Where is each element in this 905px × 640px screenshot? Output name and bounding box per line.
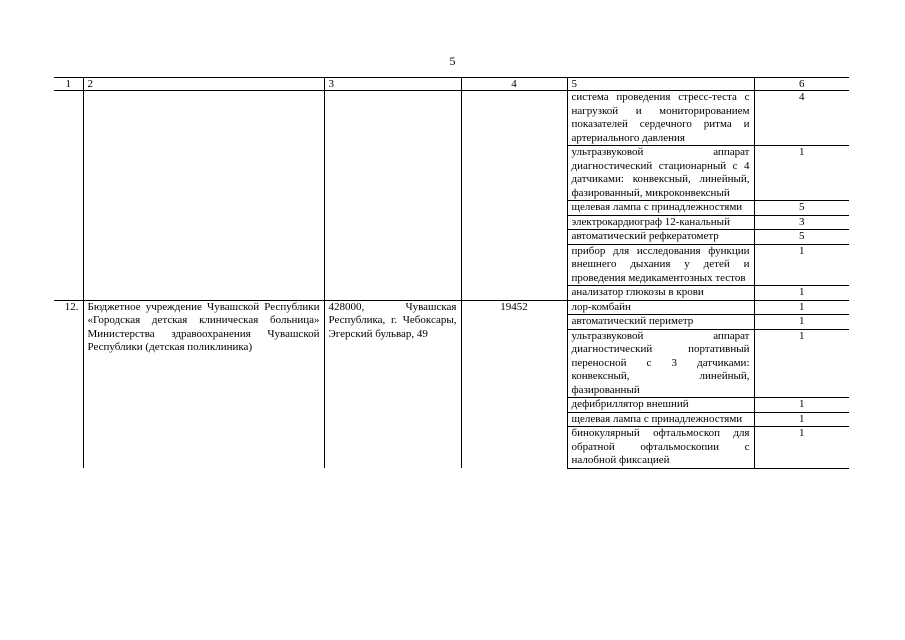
table-row [54, 91, 849, 146]
column-header-2: 2 [83, 78, 324, 91]
equipment-name: дефибриллятор внешний [567, 398, 754, 413]
column-header-4: 4 [461, 78, 567, 91]
row-number-cell: 12. [54, 300, 83, 468]
equipment-name: щелевая лампа с принадлежностями [567, 412, 754, 427]
column-header-3: 3 [324, 78, 461, 91]
equipment-quantity: 1 [754, 146, 849, 201]
equipment-name: электрокардиограф 12-канальный [567, 215, 754, 230]
code-cell: 19452 [461, 300, 567, 468]
row-number-cell [54, 91, 83, 301]
equipment-quantity: 1 [754, 329, 849, 398]
equipment-quantity: 4 [799, 91, 805, 103]
table-header-row [54, 78, 849, 91]
equipment-name: система проведения стресс-теста с нагрузкой и мониторированием показателей сердечного ритма и артериального давления [567, 91, 754, 146]
equipment-quantity: 1 [754, 427, 849, 469]
address-cell [324, 91, 461, 301]
column-header-5: 5 [567, 78, 754, 91]
equipment-quantity: 1 [754, 412, 849, 427]
equipment-name: щелевая лампа с принадлежностями [567, 201, 754, 216]
equipment-name: автоматический рефкератометр [567, 230, 754, 245]
equipment-name: ультразвуковой аппарат диагностический стационарный с 4 датчиками: конвексный, линейный, фазированный, микроконвексный [567, 146, 754, 201]
equipment-quantity: 1 [754, 398, 849, 413]
equipment-quantity: 1 [754, 244, 849, 286]
equipment-quantity: 1 [754, 286, 849, 301]
institution-name-cell [83, 91, 324, 301]
equipment-name: бинокулярный офтальмоскоп для обратной офтальмоскопии с налобной фиксацией [567, 427, 754, 469]
column-header-1: 1 [54, 78, 83, 91]
equipment-quantity: 5 [754, 230, 849, 245]
equipment-name: лор-комбайн [567, 300, 754, 315]
page-number: 5 [449, 54, 456, 68]
address-cell: 428000, Чувашская Республика, г. Чебоксары, Эгерский бульвар, 49 [324, 300, 461, 468]
column-header-6: 6 [754, 78, 849, 91]
equipment-name: автоматический периметр [567, 315, 754, 330]
institution-name-cell: Бюджетное учреждение Чувашской Республики «Городская детская клиническая больница» Министерства здравоохранения Чувашской Республики (детская поликлиника) [83, 300, 324, 468]
table-row [54, 300, 849, 315]
equipment-name: анализатор глюкозы в крови [567, 286, 754, 301]
code-cell [461, 91, 567, 301]
equipment-name: прибор для исследования функции внешнего дыхания у детей и проведения медикаментозных тестов [567, 244, 754, 286]
equipment-quantity: 1 [754, 300, 849, 315]
equipment-quantity: 3 [754, 215, 849, 230]
equipment-table [54, 77, 849, 469]
equipment-quantity: 1 [754, 315, 849, 330]
equipment-name: ультразвуковой аппарат диагностический портативный переносной с 3 датчиками: конвексный, линейный, фазированный [567, 329, 754, 398]
equipment-quantity: 5 [754, 201, 849, 216]
